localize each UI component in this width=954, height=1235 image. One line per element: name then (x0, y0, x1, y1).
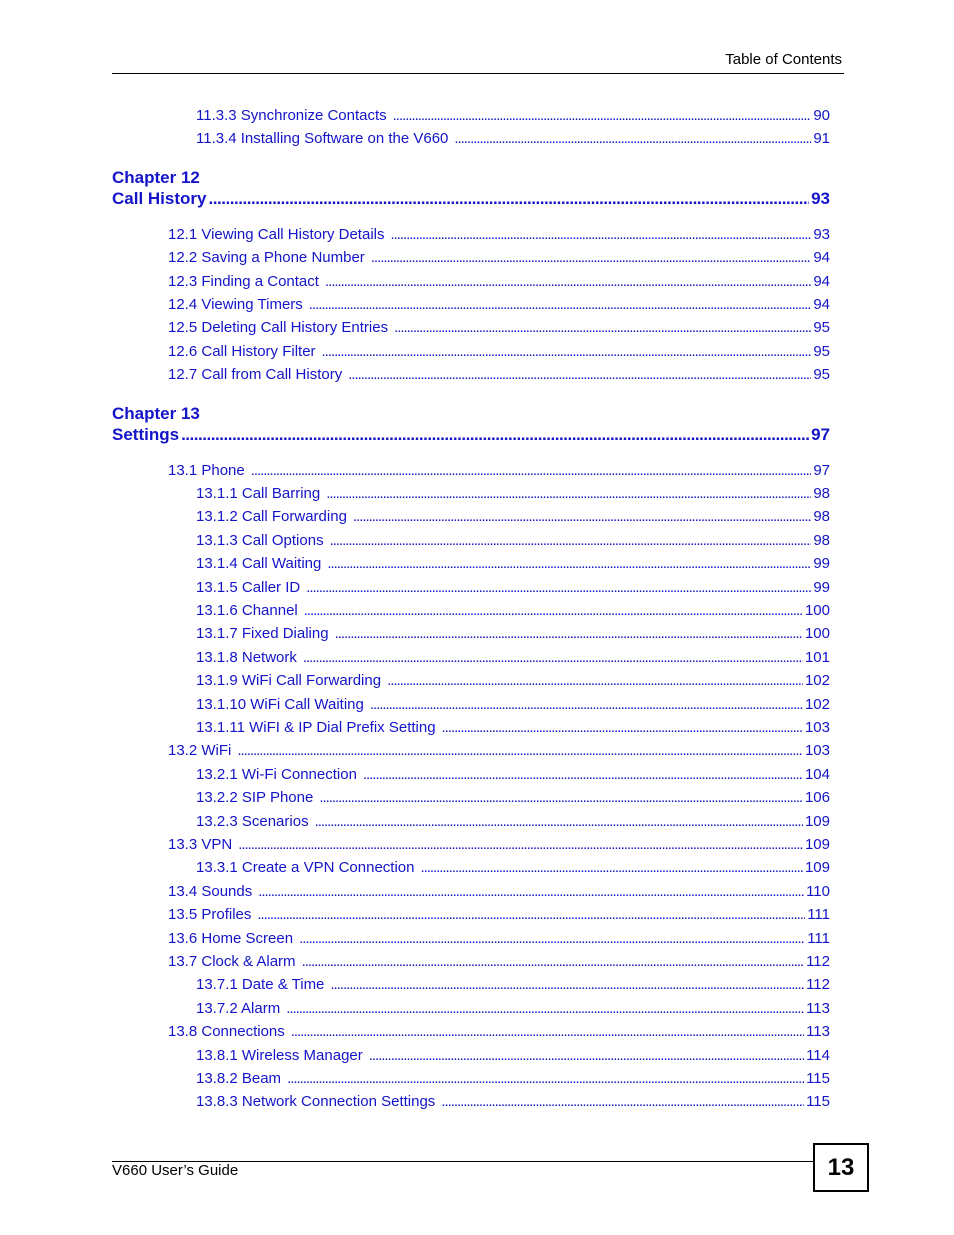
chapter-heading (112, 404, 200, 424)
toc-entry-label: 13.7 Clock & Alarm (168, 953, 296, 970)
toc-entry-link[interactable] (196, 532, 830, 549)
toc-page-number: 95 (813, 342, 830, 360)
toc-page-number: 91 (813, 130, 830, 148)
toc-entry-link[interactable] (196, 1047, 830, 1064)
toc-leader-dots (393, 107, 812, 124)
toc-page-number: 110 (806, 882, 830, 900)
toc-leader-dots (208, 189, 809, 209)
toc-entry-label: 12.4 Viewing Timers (168, 296, 303, 313)
toc-entry-label: 13.3 VPN (168, 836, 233, 853)
toc-page-number: 112 (806, 976, 830, 994)
toc-entry-label: 12.7 Call from Call History (168, 366, 343, 384)
toc-entry-label: 13.1.6 Channel (196, 602, 298, 619)
toc-entry-label: 13.6 Home Screen (168, 929, 294, 947)
toc-page-number: 100 (804, 602, 830, 619)
toc-leader-dots (335, 625, 803, 642)
toc-leader-dots (394, 319, 811, 336)
toc-entry-label: 12.3 Finding a Contact (168, 272, 319, 290)
toc-entry-link[interactable] (196, 602, 830, 619)
toc-page-number: 111 (807, 929, 830, 947)
footer-guide-title: V660 User’s Guide (112, 1162, 239, 1179)
toc-entry-link[interactable] (196, 130, 830, 147)
toc-leader-dots (251, 462, 812, 479)
toc-entry-label: 11.3.4 Installing Software on the V660 (196, 130, 449, 148)
toc-entry-label: 13.5 Profiles (168, 906, 252, 924)
toc-entry-label: 13.1.8 Network (196, 648, 297, 666)
chapter-number: Chapter 13 (112, 403, 200, 423)
toc-page-number: 106 (804, 789, 830, 807)
toc-page-number: 99 (813, 578, 830, 596)
toc-entry-label: 13.1.11 WiFI & IP Dial Prefix Setting (196, 719, 436, 736)
toc-page-number: 113 (806, 1023, 830, 1041)
toc-leader-dots (287, 1070, 804, 1087)
toc-page-number: 97 (813, 461, 830, 479)
toc-leader-dots (353, 508, 811, 525)
toc-page-number: 90 (813, 107, 830, 124)
toc-entry-label: 13.8.3 Network Connection Settings (196, 1093, 436, 1111)
toc-page-number: 109 (804, 812, 830, 830)
toc-entry-link[interactable] (168, 249, 830, 266)
toc-leader-dots (327, 555, 811, 572)
toc-entry-link[interactable] (168, 836, 830, 853)
toc-page-number: 97 (811, 424, 830, 444)
toc-leader-dots (257, 906, 805, 923)
toc-entry-label: 13.1.5 Caller ID (196, 578, 301, 596)
toc-entry-label: 13.2.1 Wi-Fi Connection (196, 765, 357, 783)
toc-leader-dots (291, 1023, 804, 1040)
toc-leader-dots (286, 1000, 804, 1017)
toc-entry-label: 13.1.3 Call Options (196, 531, 324, 549)
page-number: 13 (827, 1153, 855, 1181)
toc-entry-link[interactable] (168, 462, 830, 479)
toc-entry-link[interactable] (168, 226, 830, 243)
toc-entry-link[interactable] (196, 976, 830, 993)
toc-entry-link[interactable] (196, 579, 830, 596)
toc-page-number: 111 (807, 906, 830, 924)
toc-leader-dots (306, 579, 811, 596)
toc-entry-link[interactable] (196, 672, 830, 689)
toc-leader-dots (319, 789, 803, 806)
toc-entry-link[interactable] (168, 906, 830, 923)
toc-entry-link[interactable] (168, 296, 830, 313)
toc-entry-label: 13.7.1 Date & Time (196, 976, 325, 994)
toc-page-number: 95 (813, 319, 830, 337)
toc-leader-dots (315, 813, 803, 830)
header-title: Table of Contents (725, 51, 842, 68)
toc-entry-link[interactable] (196, 813, 830, 830)
toc-page-number: 98 (813, 508, 830, 526)
toc-leader-dots (326, 485, 811, 502)
toc-page-number: 94 (813, 272, 830, 290)
toc-leader-dots (330, 976, 804, 993)
toc-entry-link[interactable] (196, 508, 830, 525)
toc-entry-link[interactable] (196, 555, 830, 572)
toc-entry-label: 13.4 Sounds (168, 882, 253, 900)
toc-entry-link[interactable] (168, 273, 830, 290)
toc-page-number: 94 (813, 249, 830, 267)
toc-leader-dots (322, 343, 812, 360)
chapter-heading (112, 168, 200, 188)
toc-page-number: 104 (804, 765, 830, 783)
toc-entry-label: 13.1.4 Call Waiting (196, 555, 322, 573)
toc-entry-label: 12.6 Call History Filter (168, 342, 316, 360)
toc-entry-link[interactable] (196, 107, 830, 124)
toc-entry-label: 12.2 Saving a Phone Number (168, 249, 365, 267)
toc-page-number: 98 (813, 531, 830, 549)
header-divider (112, 73, 844, 74)
toc-page-number: 115 (806, 1070, 830, 1087)
toc-page-number: 112 (806, 953, 830, 970)
toc-page-number: 102 (804, 672, 830, 690)
toc-entry-link[interactable] (196, 485, 830, 502)
toc-entry-link[interactable] (196, 766, 830, 783)
toc-entry-link[interactable] (196, 789, 830, 806)
toc-page-number: 99 (813, 555, 830, 573)
toc-entry-link[interactable] (168, 343, 830, 360)
toc-entry-link[interactable] (196, 719, 830, 736)
toc-entry-label: 13.1.7 Fixed Dialing (196, 625, 329, 643)
toc-page-number: 113 (806, 999, 830, 1017)
toc-entry-label: 13.8 Connections (168, 1023, 285, 1041)
toc-leader-dots (420, 859, 803, 876)
toc-page-number: 114 (806, 1046, 830, 1064)
toc-chapter-link[interactable] (112, 189, 830, 209)
toc-entry-label: 13.1.9 WiFi Call Forwarding (196, 672, 382, 690)
toc-leader-dots (304, 602, 803, 619)
toc-leader-dots (237, 742, 803, 759)
toc-entry-label: 13.1 Phone (168, 461, 245, 479)
toc-entry-label: 13.1.10 WiFi Call Waiting (196, 695, 364, 713)
toc-page-number: 101 (804, 648, 830, 666)
toc-entry-label: 13.8.2 Beam (196, 1070, 282, 1087)
toc-page-number: 109 (804, 836, 830, 853)
page-number-box (813, 1143, 869, 1192)
toc-page-number: 103 (804, 719, 830, 736)
toc-page-number: 95 (813, 366, 830, 384)
toc-entry-label: 11.3.3 Synchronize Contacts (196, 107, 387, 124)
toc-page-number: 103 (804, 742, 830, 760)
toc-leader-dots (369, 1047, 804, 1064)
toc-entry-label: 13.1.2 Call Forwarding (196, 508, 347, 526)
toc-entry-link[interactable] (196, 1070, 830, 1087)
toc-chapter-title: Call History (112, 188, 207, 208)
toc-leader-dots (299, 930, 805, 947)
toc-page-number: 109 (804, 859, 830, 877)
toc-leader-dots (258, 883, 804, 900)
toc-chapter-title: Settings (112, 424, 180, 444)
toc-leader-dots (238, 836, 803, 853)
toc-leader-dots (387, 672, 803, 689)
toc-page-number: 115 (806, 1093, 830, 1111)
toc-entry-link[interactable] (168, 742, 830, 759)
toc-leader-dots (302, 953, 805, 970)
toc-entry-label: 13.1.1 Call Barring (196, 485, 321, 502)
toc-entry-link[interactable] (168, 1023, 830, 1040)
toc-leader-dots (371, 249, 812, 266)
toc-page-number: 102 (804, 695, 830, 713)
toc-entry-link[interactable] (196, 1093, 830, 1110)
toc-leader-dots (348, 366, 811, 383)
toc-entry-label: 13.2.2 SIP Phone (196, 789, 314, 807)
chapter-number: Chapter 12 (112, 167, 200, 187)
toc-page-number: 93 (813, 225, 830, 243)
toc-page-number: 93 (811, 188, 830, 208)
toc-page-number: 94 (813, 296, 830, 313)
toc-leader-dots (309, 296, 812, 313)
toc-entry-link[interactable] (168, 953, 830, 970)
toc-entry-link[interactable] (196, 859, 830, 876)
toc-leader-dots (330, 532, 812, 549)
toc-entry-link[interactable] (168, 319, 830, 336)
toc-leader-dots (441, 1093, 804, 1110)
toc-entry-link[interactable] (196, 625, 830, 642)
toc-entry-link[interactable] (196, 696, 830, 713)
toc-leader-dots (181, 425, 809, 445)
toc-entry-label: 13.2 WiFi (168, 742, 232, 760)
toc-entry-link[interactable] (168, 930, 830, 947)
toc-leader-dots (442, 719, 803, 736)
toc-entry-label: 12.1 Viewing Call History Details (168, 225, 385, 243)
toc-page-number: 98 (813, 485, 830, 502)
toc-leader-dots (454, 130, 811, 147)
toc-entry-label: 13.2.3 Scenarios (196, 812, 309, 830)
toc-leader-dots (303, 649, 803, 666)
toc-leader-dots (390, 226, 811, 243)
toc-leader-dots (363, 766, 803, 783)
toc-chapter-link[interactable] (112, 425, 830, 445)
toc-leader-dots (325, 273, 811, 290)
toc-entry-link[interactable] (168, 883, 830, 900)
toc-leader-dots (370, 696, 803, 713)
toc-entry-label: 13.7.2 Alarm (196, 999, 281, 1017)
toc-entry-link[interactable] (196, 1000, 830, 1017)
toc-entry-label: 13.3.1 Create a VPN Connection (196, 859, 415, 877)
toc-entry-label: 12.5 Deleting Call History Entries (168, 319, 389, 337)
toc-entry-link[interactable] (168, 366, 830, 383)
toc-entry-link[interactable] (196, 649, 830, 666)
toc-entry-label: 13.8.1 Wireless Manager (196, 1046, 363, 1064)
toc-page-number: 100 (804, 625, 830, 643)
